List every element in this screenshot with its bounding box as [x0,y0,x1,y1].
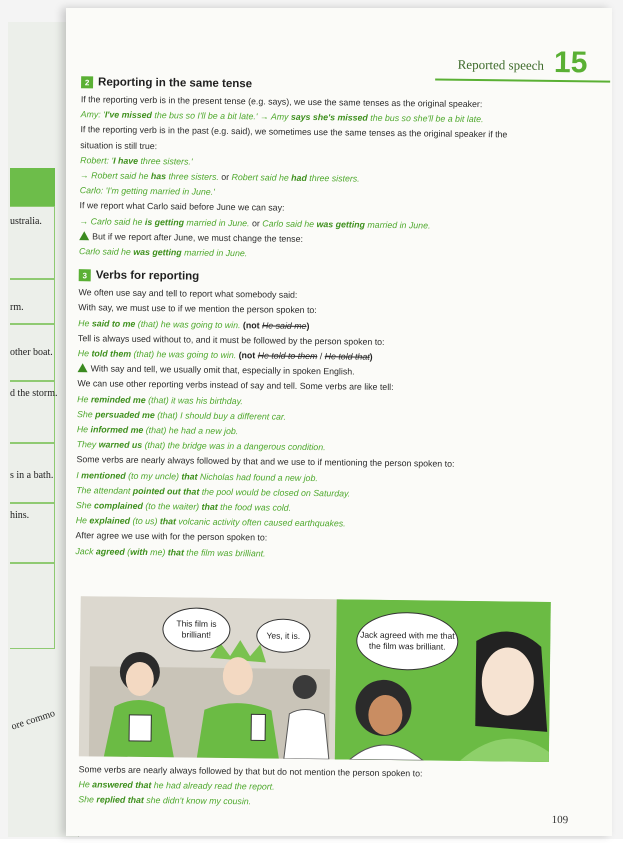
section-number: 2 [81,76,93,88]
example-line: → Robert said he has three sisters. or Robert said he had three sisters. [79,170,360,184]
warning-icon [78,363,88,372]
unit-title: Reported speech [457,56,545,73]
body-text: situation is still true: [80,139,158,151]
warning-line: But if we report after June, we must change the tense: [79,229,545,250]
previous-page-box [10,562,55,649]
example-line: Amy: 'I've missed the bus so I'll be a bit late.' → Amy says she's missed the bus so she'll be a bit late. [80,109,484,125]
section-heading [79,269,545,287]
warning-icon [79,231,89,240]
example-line: She replied that she didn't know my cousin. [78,794,252,807]
speech-bubble: Yes, it is. [256,618,310,653]
example-line: Robert: 'I have three sisters.' [80,154,193,167]
example-line: He reminded me (that) it was his birthday. [77,393,243,406]
body-text: With say, we must use to if we mention the person spoken to: [78,302,317,316]
book-page [66,8,612,836]
main-content [75,70,547,565]
section-number: 3 [79,269,91,281]
example-line: He answered that he had already read the report. [78,779,275,792]
speech-bubble: Jack agreed with me that the film was brilliant. [356,612,459,671]
unit-number: 15 [553,45,588,80]
body-text: After agree we use with for the person spoken to: [75,530,268,543]
example-line: The attendant pointed out that the pool would be closed on Saturday. [76,485,351,499]
body-text: We often use say and tell to report what somebody said: [78,287,298,301]
example-line: She persuaded me (that) I should buy a different car. [76,409,287,422]
previous-page-text: hins. [10,510,30,521]
comic-illustration [79,596,551,762]
section-heading [81,76,547,94]
example-line: I mentioned (to my uncle) that Nicholas had found a new job. [76,469,318,483]
example-line: Carlo said he was getting married in June. [78,246,248,259]
example-line: He told them (that) he was going to win. (not He told to them / He told that) [77,348,373,362]
body-text: If the reporting verb is in the present tense (e.g. says), we use the same tenses as the original speaker: [80,94,483,110]
example-line: He explained (to us) that volcanic activity often caused earthquakes. [75,515,346,529]
section-title: Reporting in the same tense [98,76,253,91]
previous-page-green-band [10,168,55,206]
body-text: Some verbs are nearly always followed by that but do not mention the person spoken to: [78,764,423,779]
body-text: If the reporting verb is in the past (e.g. said), we sometimes use the same tenses as the original speaker if the [80,124,508,140]
body-text: Tell is always used without to, and it must be followed by the person spoken to: [77,333,385,347]
bottom-text [78,762,549,813]
previous-page-text: rm. [10,302,24,313]
example-line: He informed me (that) he had a new job. [76,424,239,437]
body-text: If we report what Carlo said before June we can say: [79,200,285,214]
unit-header [458,47,588,79]
previous-page-text: s in a bath. [10,470,54,481]
example-line: He said to me (that) he was going to win. (not He said me) [78,317,310,331]
previous-page-text: ustralia. [10,216,42,227]
previous-page-text: other boat. [10,347,53,358]
example-line: → Carlo said he is getting married in June. or Carlo said he was getting married in June. [79,215,431,231]
body-text: Some verbs are nearly always followed by that and we use to if mentioning the person spoken to: [76,454,455,470]
section-title: Verbs for reporting [95,269,200,283]
previous-page-text: ore commo [10,708,57,733]
example-line: They warned us (that) the bridge was in a dangerous condition. [76,439,326,453]
body-text: We can use other reporting verbs instead of say and tell. Some verbs are like tell: [77,378,394,393]
warning-line: With say and tell, we usually omit that, especially in spoken English. [77,361,543,382]
example-line: She complained (to the waiter) that the food was cold. [75,500,292,513]
page-number: 109 [551,813,569,827]
previous-page-text: d the storm. [10,388,58,399]
example-line: Carlo: 'I'm getting married in June.' [79,185,215,198]
speech-bubble: This film is brilliant! [162,607,231,652]
example-line: Jack agreed (with me) that the film was brilliant. [75,545,266,559]
